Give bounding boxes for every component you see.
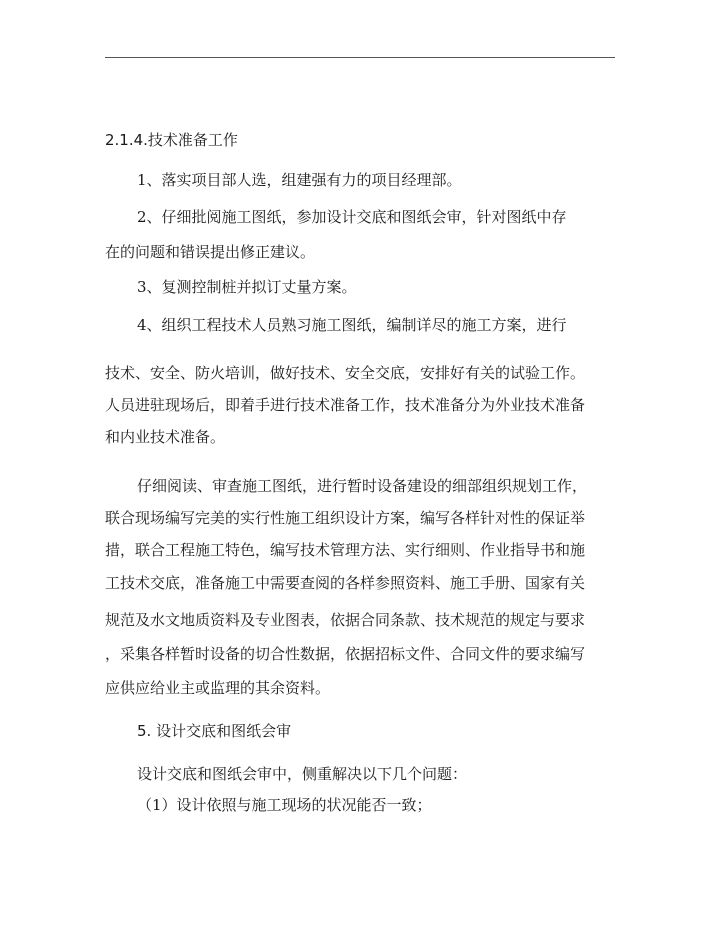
section-heading-5: 5. 设计交底和图纸会审 <box>137 722 292 740</box>
list-item-3: 3、复测控制桩并拟订丈量方案。 <box>137 278 357 296</box>
list-item-2-line-2: 在的问题和错误提出修正建议。 <box>105 243 316 261</box>
list-item-4-line-1: 4、组织工程技术人员熟习施工图纸，编制详尽的施工方案，进行 <box>137 316 567 334</box>
paragraph-2-line-3: 措，联合工程施工特色，编写技术管理方法、实行细则、作业指导书和施 <box>105 541 586 559</box>
paragraph-2-line-6: ，采集各样暂时设备的切合性数据，依据招标文件、合同文件的要求编写 <box>105 645 586 663</box>
paragraph-3-line-1: 设计交底和图纸会审中，侧重解决以下几个问题： <box>137 765 468 783</box>
paragraph-3-item-1: （1）设计依照与施工现场的状况能否一致； <box>137 796 432 814</box>
section-heading-2-1-4: 2.1.4.技术准备工作 <box>105 131 238 149</box>
paragraph-2-line-7: 应供应给业主或监理的其余资料。 <box>105 679 331 697</box>
paragraph-2-line-4: 工技术交底，准备施工中需要查阅的各样参照资料、施工手册、国家有关 <box>105 574 586 592</box>
paragraph-2-line-1: 仔细阅读、审查施工图纸，进行暂时设备建设的细部组织规划工作， <box>137 477 588 495</box>
paragraph-1-line-3: 和内业技术准备。 <box>105 428 226 446</box>
paragraph-1-line-2: 人员进驻现场后，即着手进行技术准备工作，技术准备分为外业技术准备 <box>105 396 586 414</box>
list-item-2-line-1: 2、仔细批阅施工图纸，参加设计交底和图纸会审，针对图纸中存 <box>137 208 567 226</box>
header-rule <box>105 57 615 58</box>
paragraph-2-line-2: 联合现场编写完美的实行性施工组织设计方案，编写各样针对性的保证举 <box>105 509 586 527</box>
paragraph-2-line-5: 规范及水文地质资料及专业图表，依据合同条款、技术规范的规定与要求 <box>105 611 586 629</box>
list-item-1: 1、落实项目部人选，组建强有力的项目经理部。 <box>137 171 462 189</box>
paragraph-1-line-1: 技术、安全、防火培训，做好技术、安全交底，安排好有关的试验工作。 <box>105 364 586 382</box>
